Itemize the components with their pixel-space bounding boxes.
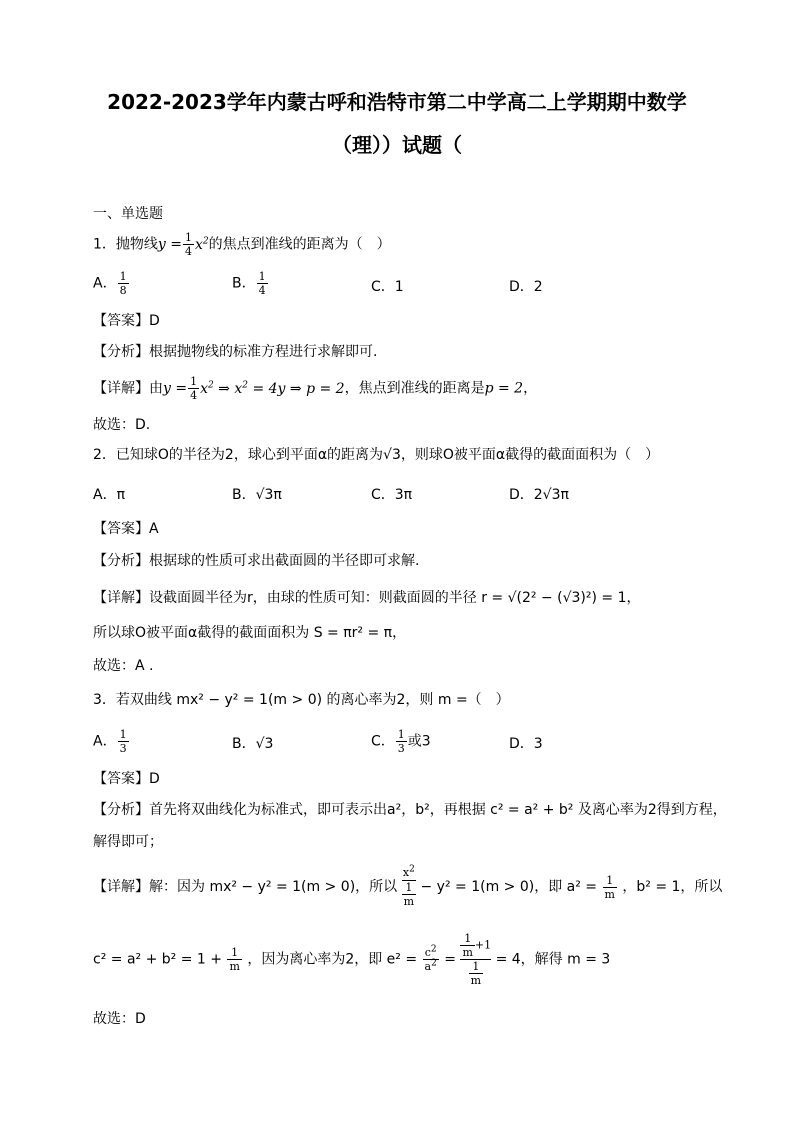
q3-answer: 【答案】D	[93, 771, 160, 787]
q3-detail: 【详解】解：因为 mx² − y² = 1(m > 0)，所以 $\frac{x^2}{\frac{1}{m}}$ − y² = 1(m > 0)，即 a² = $\frac{1}{m}$ ，b² = 1，所以	[93, 864, 723, 908]
document-title-line2: （理））试题（	[332, 133, 462, 157]
q2-analysis: 【分析】根据球的性质可求出截面圆的半径即可求解.	[93, 553, 420, 569]
q1-formula: y =	[157, 236, 183, 253]
q3-option-c: C． $\frac{1}{3}$ 或3	[371, 728, 431, 755]
q1-stem-post: 的焦点到准线的距离为（ ）	[208, 236, 391, 253]
q3-choose: 故选：D	[93, 1011, 146, 1027]
q1-detail: 【详解】由y = $\frac{1}{4}$ $x^2$ ⇒ $x^2 = 4y$ ⇒ p = 2，焦点到准线的距离是p = 2，	[93, 375, 538, 402]
q1-fraction: $\frac{1}{4}$	[185, 231, 193, 258]
q3-option-b: B．√3	[232, 736, 274, 752]
q3-analysis: 【分析】首先将双曲线化为标准式，即可表示出a²，b²，再根据 c² = a² + b² 及离心率为2得到方程，	[93, 802, 727, 818]
q1-stem: 1．抛物线y = $\frac{1}{4}$ $x^2$的焦点到准线的距离为（ ）	[93, 231, 391, 258]
q1-option-c: C．1	[371, 279, 404, 295]
q1-choose: 故选：D.	[93, 417, 151, 433]
q2-option-b: B．√3π	[232, 487, 282, 503]
q1-stem-pre: 1．抛物线	[93, 236, 158, 253]
q1-option-b: B． $\frac{1}{4}$	[232, 270, 266, 297]
q3-analysis-2: 解得即可；	[93, 834, 163, 850]
q2-answer: 【答案】A	[93, 521, 159, 537]
q1-option-d: D．2	[509, 279, 543, 295]
q3-stem: 3．若双曲线 mx² − y² = 1(m > 0) 的离心率为2，则 m =（ ）	[93, 692, 510, 708]
section-heading: 一、单选题	[93, 206, 163, 222]
q2-choose: 故选：A .	[93, 658, 154, 674]
q2-option-d: D．2√3π	[509, 487, 569, 503]
q2-option-a: A．π	[93, 487, 126, 503]
q3-detail-2: c² = a² + b² = 1 + $\frac{1}{m}$ ，因为离心率为2，即 e² = $\frac{c^2}{a^2}$ = $\frac{1}{m}$ +1 $\frac{1}{m}$ = 4，解得 m = 3	[93, 932, 611, 987]
q2-option-c: C．3π	[371, 487, 413, 503]
q2-detail-2: 所以球O被平面α截得的截面面积为 S = πr² = π，	[93, 625, 407, 641]
q3-option-a: A． $\frac{1}{3}$	[93, 728, 127, 755]
q3-option-d: D．3	[509, 736, 543, 752]
q1-answer: 【答案】D	[93, 313, 160, 329]
q2-detail: 【详解】设截面圆半径为r，由球的性质可知：则截面圆的半径 r = √(2² − (√3)²) = 1，	[93, 590, 641, 606]
q1-analysis: 【分析】根据抛物线的标准方程进行求解即可.	[93, 344, 378, 360]
q1-option-a: A． $\frac{1}{8}$	[93, 270, 127, 297]
q2-stem: 2．已知球O的半径为2，球心到平面α的距离为√3，则球O被平面α截得的截面面积为（ ）	[93, 447, 660, 463]
document-title-line1: 2022-2023学年内蒙古呼和浩特市第二中学高二上学期期中数学	[107, 90, 687, 114]
